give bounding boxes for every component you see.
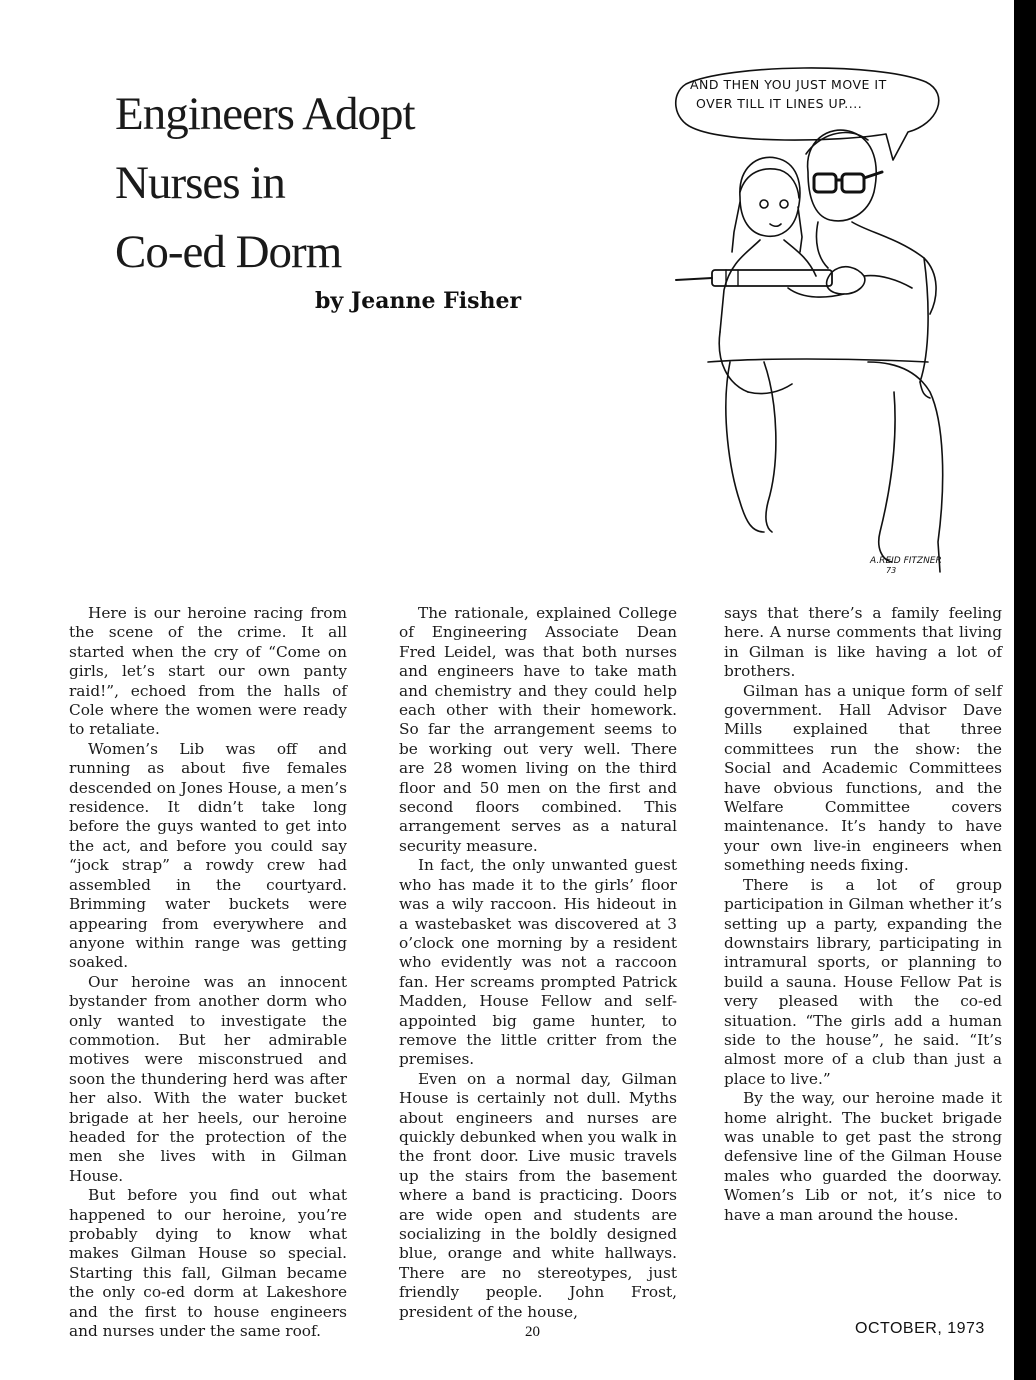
signature-name: A.REID FITZNER [870, 556, 942, 566]
text-column-3 [724, 604, 1002, 1225]
speech-line-1: AND THEN YOU JUST MOVE IT [690, 77, 887, 92]
byline: by Jeanne Fisher [315, 288, 522, 314]
paragraph: Here is our heroine racing from the scene of the crime. It all started when the cry of “Come on girls, let’s start our own panty raid!”, echoed from the halls of Cole where the women were ready to retaliate. [69, 604, 347, 739]
paragraph: There is a lot of group participation in Gilman whether it’s setting up a party, expanding the downstairs library, participating in intramural sports, or planning to build a sauna. House Fellow Pat is very pleased with the co-ed situation. “The girls add a human side to the house”, he said. “It’s almost more of a club than just a place to live.” [724, 875, 1002, 1088]
cartoon-illustration [668, 62, 968, 597]
title-line-2: Nurses in [115, 157, 285, 209]
title-line-1: Engineers Adopt [115, 88, 415, 140]
paragraph: says that there’s a family feeling here. A nurse comments that living in Gilman is like having a lot of brothers. [724, 604, 1002, 681]
paragraph: Gilman has a unique form of self government. Hall Advisor Dave Mills explained that three committees run the show: the Social and Academic Committees have obvious functions, and the Welfare Committee covers maintenance. It’s handy to have your own live-in engineers when something needs fixing. [724, 681, 1002, 875]
speech-line-2: OVER TILL IT LINES UP.... [696, 96, 863, 111]
paragraph: The rationale, explained College of Engineering Associate Dean Fred Leidel, was that both nurses and engineers have to take math and chemistry and they could help each other with their homework. So far the arrangement seems to be working out very well. There are 28 women living on the third floor and 50 men on the first and second floors combined. This arrangement serves as a natural security measure. [399, 604, 677, 855]
paragraph: Our heroine was an innocent bystander from another dorm who only wanted to investigate the commotion. But her admirable motives were misconstrued and soon the thundering herd was after her also. With the water bucket brigade at her heels, our heroine headed for the protection of the men she lives with in Gilman House. [69, 972, 347, 1185]
paragraph: Even on a normal day, Gilman House is certainly not dull. Myths about engineers and nurses are quickly debunked when you walk in the front door. Live music travels up the stairs from the basement where a band is practicing. Doors are wide open and students are socializing in the boldly designed blue, orange and white hallways. There are no stereotypes, just friendly people. John Frost, president of the house, [399, 1069, 677, 1321]
page-number: 20 [525, 1324, 540, 1340]
issue-date: OCTOBER, 1973 [855, 1320, 985, 1337]
signature-year: 73 [886, 566, 897, 575]
paragraph: But before you find out what happened to our heroine, you’re probably dying to know what makes Gilman House so special. Starting this fall, Gilman became the only co-ed dorm at Lakeshore and the first to house engineers and nurses under the same roof. [69, 1186, 347, 1341]
paragraph: Women’s Lib was off and running as about five females descended on Jones House, a men’s residence. It didn’t take long before the guys wanted to get into the act, and before you could say “jock strap” a rowdy crew had assembled in the courtyard. Brimming water buckets were appearing from everywhere and anyone within range was getting soaked. [69, 739, 347, 972]
article-title [115, 80, 555, 287]
text-column-1 [69, 604, 347, 1341]
scan-edge-bar [1014, 0, 1036, 1380]
paragraph: In fact, the only unwanted guest who has made it to the girls’ floor was a wily raccoon. His hideout in a wastebasket was discovered at 3 o’clock one morning by a resident who evidently was not a raccoon fan. Her screams prompted Patrick Madden, House Fellow and self-appointed big game hunter, to remove the little critter from the premises. [399, 856, 677, 1069]
paragraph: By the way, our heroine made it home alright. The bucket brigade was unable to get past the strong defensive line of the Gilman House males who guarded the doorway. Women’s Lib or not, it’s nice to have a man around the house. [724, 1089, 1002, 1224]
text-column-2 [399, 604, 677, 1322]
title-line-3: Co-ed Dorm [115, 226, 342, 278]
artist-signature [870, 556, 942, 575]
speech-bubble-text [690, 75, 930, 113]
